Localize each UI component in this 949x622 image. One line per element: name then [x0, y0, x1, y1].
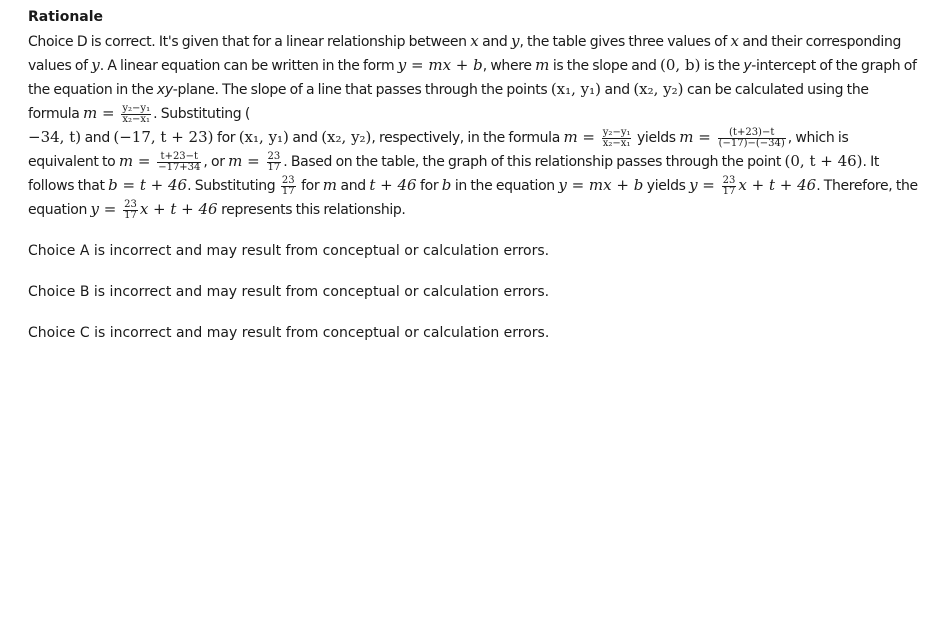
text-y-italic: y: [743, 58, 752, 74]
math-var-x: x: [730, 32, 739, 50]
choice-a-explanation: Choice A is incorrect and may result from conceptual or calculation errors.: [28, 243, 550, 259]
text-segment: for: [416, 178, 442, 194]
math-equivalent-slope: m = $\frac{t+23-t}{-17+34}$: [118, 150, 201, 173]
math-value-1: −34, t): [28, 128, 82, 146]
text-segment: . Substituting: [187, 178, 279, 194]
fraction-slope: $\frac{\text{y₂−y₁}}{\text{x₂−x₁}}$: [122, 102, 151, 125]
text-segment: . Substituting (: [153, 106, 250, 122]
text-segment: , the table gives three values of: [519, 34, 731, 50]
math-point-0b: (0, b): [660, 56, 701, 74]
math-point-1: (x₁, y₁): [550, 80, 602, 98]
text-segment: and: [81, 130, 114, 146]
choice-b-explanation: Choice B is incorrect and may result from conceptual or calculation errors.: [28, 284, 550, 300]
math-point-1: (x₁, y₁): [238, 128, 289, 146]
math-b-equation: b = t + 46: [108, 176, 188, 194]
math-fraction-23-17: [279, 174, 298, 197]
text-segment: . Based on the table, the graph of this relationship passes through the point: [283, 154, 785, 170]
text-segment: Choice D is correct. It's given that for a linear relationship between: [28, 34, 471, 50]
text-segment: , which is equivalent to: [28, 130, 849, 170]
text-segment: -intercept of the graph of the equation in the: [28, 58, 917, 98]
text-segment: and their corresponding values of: [28, 34, 902, 74]
math-var-m: m: [535, 56, 550, 74]
math-point-2: (x₂, y₂): [321, 128, 372, 146]
text-segment: and: [288, 130, 322, 146]
text-segment: yields: [633, 130, 680, 146]
math-point-t46: (0, t + 46): [784, 152, 863, 170]
math-var-b: b: [441, 176, 452, 194]
text-segment: , where: [482, 58, 536, 74]
text-segment: , or: [203, 154, 229, 170]
choice-c-explanation: Choice C is incorrect and may result from conceptual or calculation errors.: [28, 325, 550, 341]
math-var-y: y: [91, 56, 100, 74]
math-substituted-slope: m = $\frac{(t+23)-t}{(-17)-(-34)}$: [679, 126, 785, 149]
text-segment: and: [337, 178, 370, 194]
fraction-23-17: $\frac{23}{17}$: [124, 198, 137, 221]
math-value-2: (−17, t + 23): [113, 128, 214, 146]
math-final-equation: y = $\frac{23}{17}$ x + t + 46: [90, 198, 218, 221]
text-segment: for: [297, 178, 323, 194]
fraction-23-17: $\frac{23}{17}$: [267, 150, 281, 173]
text-segment: in the equation: [451, 178, 559, 194]
math-var-y: y: [510, 32, 520, 50]
fraction-23-17: $\frac{23}{17}$: [722, 174, 736, 197]
text-segment: yields: [643, 178, 690, 194]
text-xy-italic: xy: [156, 82, 173, 98]
text-segment: . A linear equation can be written in the form: [99, 58, 398, 74]
fraction-substituted: $\frac{(t+23)-t}{(-17)-(-34)}$: [718, 126, 785, 149]
fraction-23-17: $\frac{23}{17}$: [281, 174, 295, 197]
fraction-slope: $\frac{\text{y₂−y₁}}{\text{x₂−x₁}}$: [602, 126, 631, 149]
text-segment: is the slope and: [549, 58, 661, 74]
math-var-x: x: [470, 32, 479, 50]
text-segment: is the: [700, 58, 744, 74]
fraction-simplified: $\frac{t+23-t}{-17+34}$: [158, 150, 201, 173]
math-slope-value: m = $\frac{23}{17}$: [228, 150, 281, 173]
math-final-equation: y = $\frac{23}{17}$ x + t + 46: [689, 174, 817, 197]
text-segment: and: [601, 82, 634, 98]
text-segment: represents this relationship.: [217, 202, 406, 218]
text-segment: can be calculated using the formula: [28, 82, 869, 122]
rationale-heading: Rationale: [28, 9, 104, 25]
math-var-m: m: [322, 176, 338, 194]
math-point-2: (x₂, y₂): [633, 80, 684, 98]
text-segment: , respectively, in the formula: [371, 130, 564, 146]
math-t46: t + 46: [369, 176, 417, 194]
text-segment: for: [213, 130, 239, 146]
text-segment: and: [478, 34, 511, 50]
math-linear-form: y = mx + b: [558, 176, 644, 194]
text-segment: . It follows that: [28, 154, 880, 194]
math-linear-form: y = mx + b: [397, 56, 483, 74]
text-segment: -plane. The slope of a line that passes through the points: [172, 82, 551, 98]
rationale-paragraph: [28, 30, 921, 222]
math-slope-formula: m = $\frac{\text{y₂−y₁}}{\text{x₂−x₁}}$: [83, 102, 151, 125]
math-slope-formula: m = $\frac{\text{y₂−y₁}}{\text{x₂−x₁}}$: [563, 126, 631, 149]
text-segment: . Therefore, the equation: [28, 178, 918, 218]
